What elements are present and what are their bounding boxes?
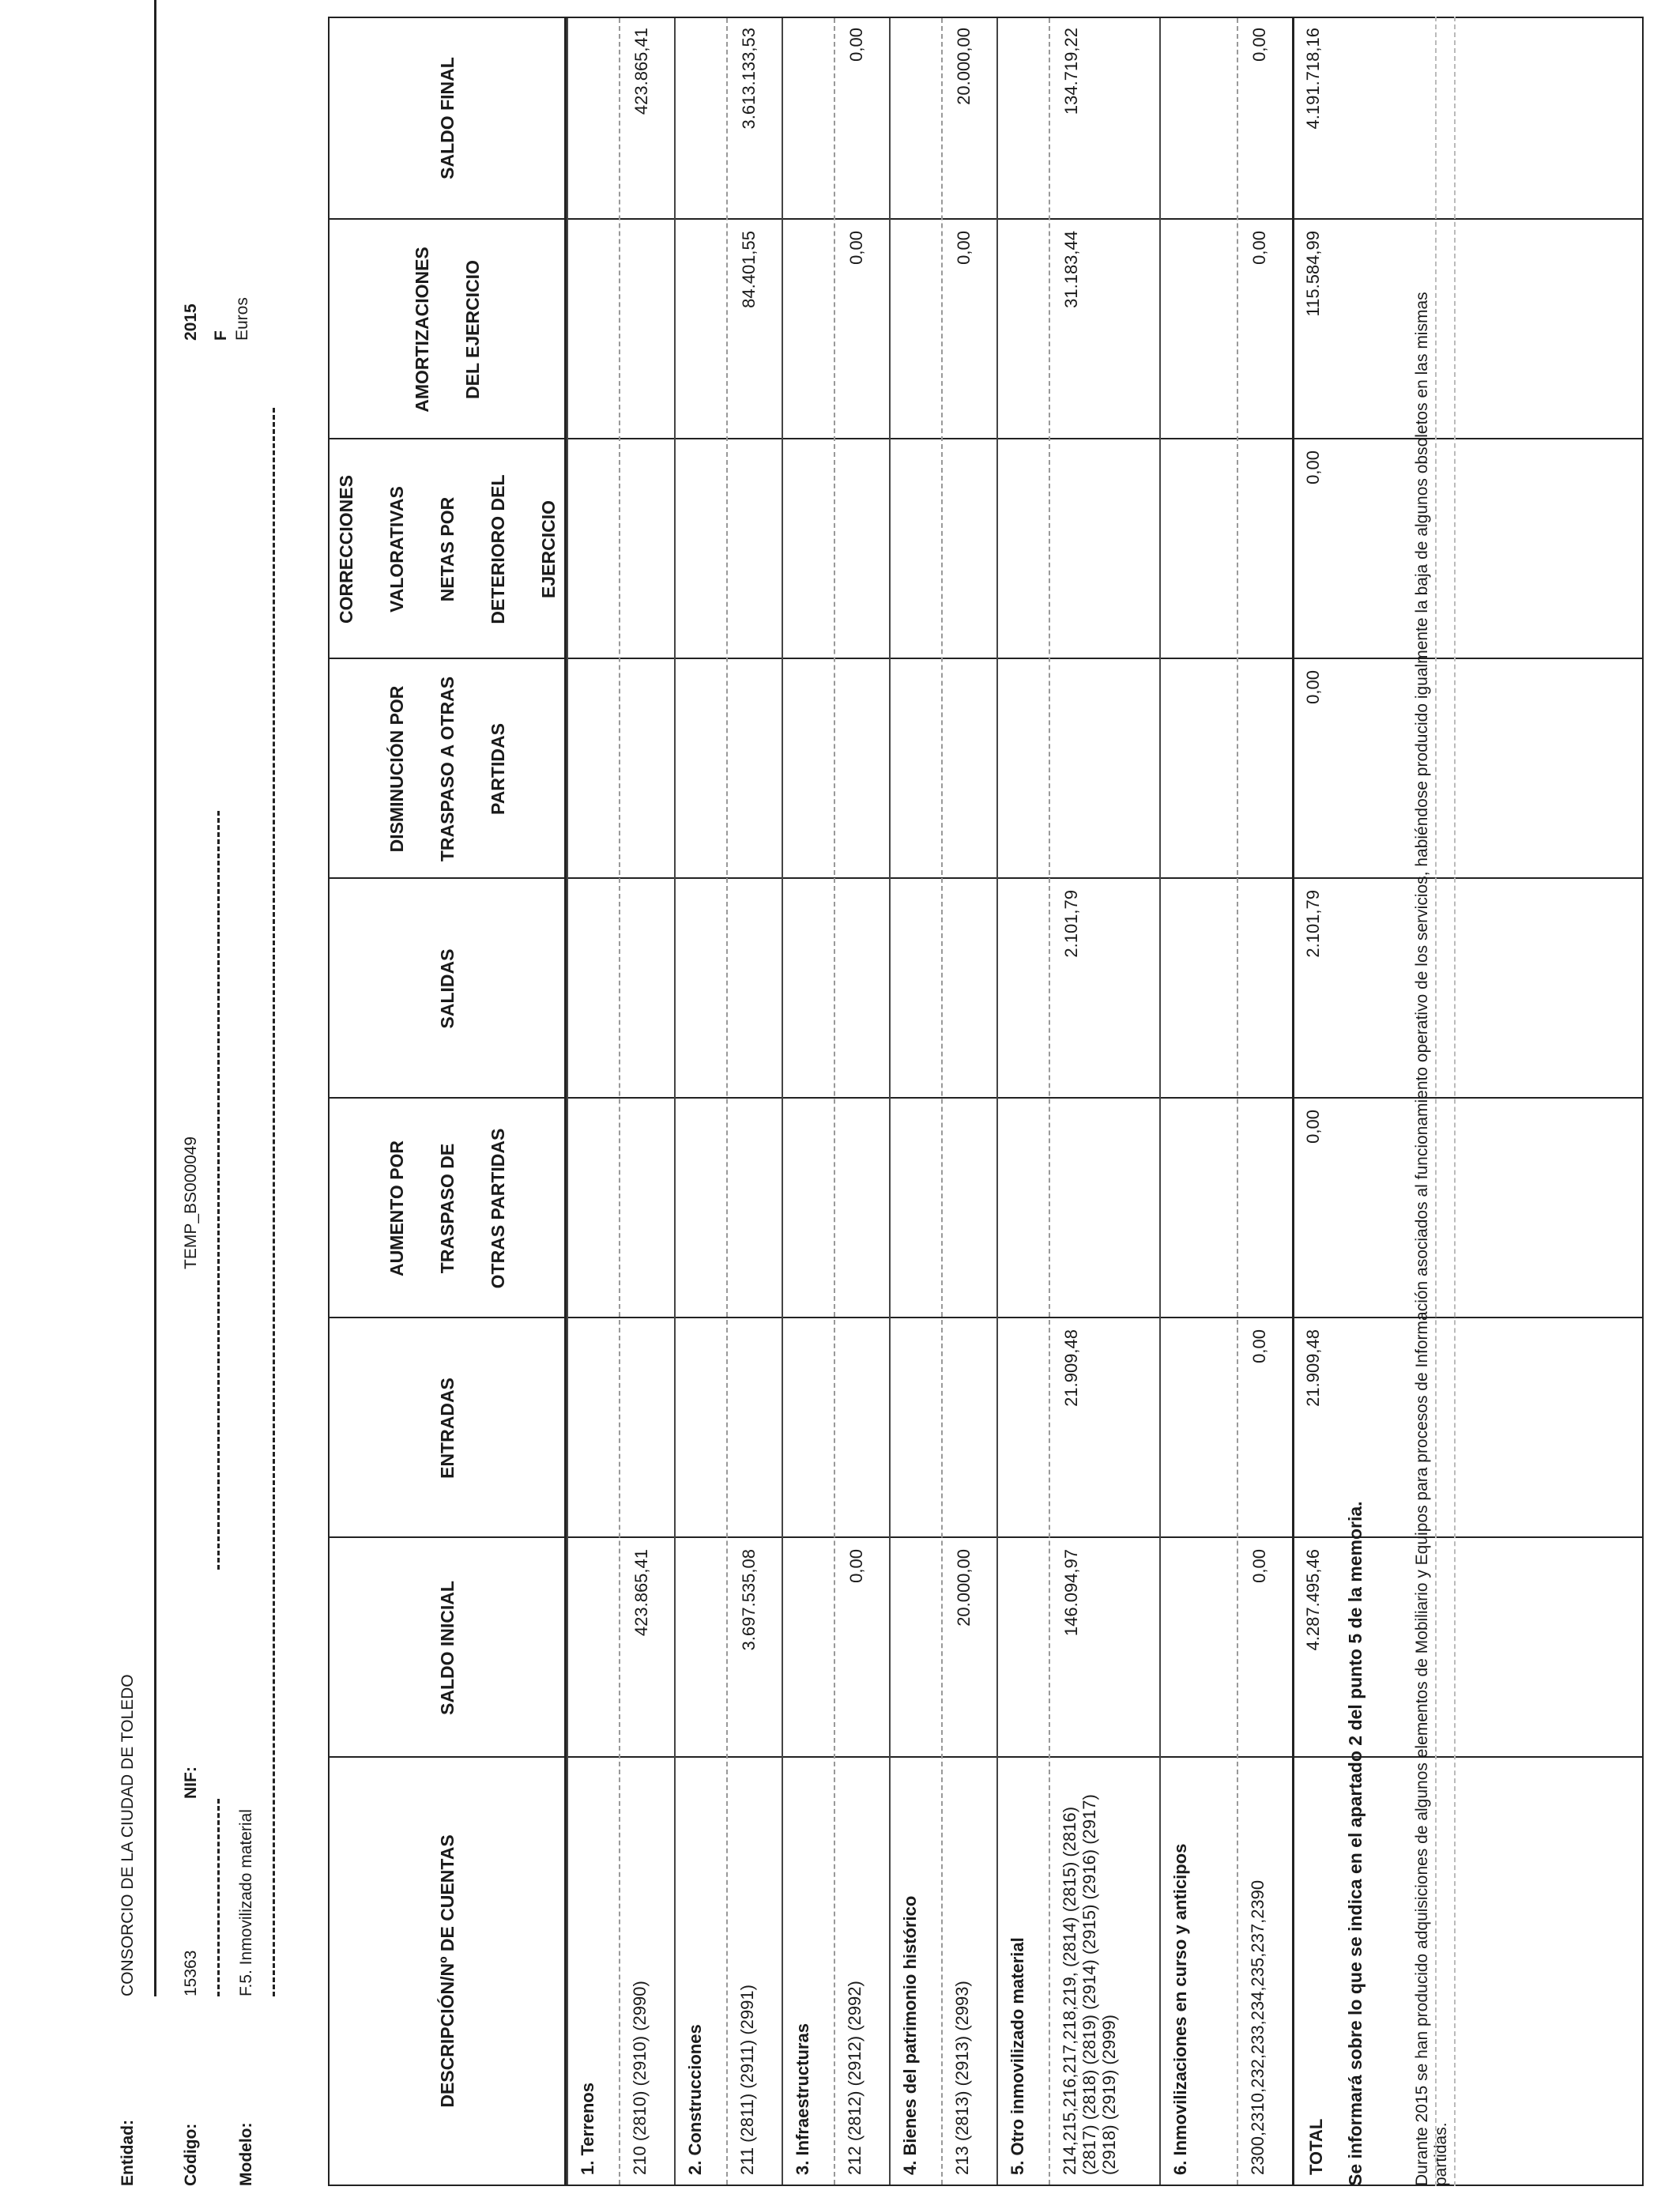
value-cell: 21.909,48	[1061, 1329, 1081, 1407]
value-cell: 3.697.535,08	[739, 1549, 759, 1651]
codigo-value: 15363	[182, 1950, 200, 1996]
section-title-row	[782, 18, 835, 2185]
value-cell: 0,00	[1249, 28, 1269, 62]
value-cell: 423.865,41	[631, 1549, 651, 1637]
table-row	[834, 18, 891, 2185]
table-row	[941, 18, 998, 2185]
nif-value: TEMP_BS000049	[182, 1136, 200, 1269]
account-codes: 210 (2810) (2910) (2990)	[630, 1981, 650, 2175]
value-cell: 0,00	[1249, 1549, 1269, 1583]
modelo-rule	[273, 408, 275, 1996]
section-title-row	[567, 18, 620, 2185]
value-cell: 423.865,41	[631, 28, 651, 115]
total-label: TOTAL	[1306, 2118, 1326, 2175]
value-cell: 0,00	[1249, 1329, 1269, 1363]
header-correcciones: CORRECCIONES VALORATIVAS NETAS POR DETERIORO DEL EJERCICIO	[330, 439, 567, 659]
section-title: 5. Otro inmovilizado material	[1008, 1937, 1027, 2175]
header-disminucion-traspaso: DISMINUCIÓN POR TRASPASO A OTRAS PARTIDAS	[330, 659, 567, 879]
account-codes: 212 (2812) (2912) (2992)	[845, 1981, 864, 2175]
total-value-cell: 21.909,48	[1303, 1329, 1323, 1407]
entidad-label: Entidad:	[119, 2120, 137, 2186]
total-value-cell: 0,00	[1303, 670, 1323, 704]
value-cell: 20.000,00	[954, 28, 974, 105]
section-title: 1. Terrenos	[578, 2083, 597, 2175]
section-title-row	[996, 18, 1050, 2185]
section-title-row	[1159, 18, 1238, 2185]
total-row	[1292, 18, 1347, 2185]
currency-value: Euros	[233, 297, 251, 341]
section-title: 4. Bienes del patrimonio histórico	[900, 1895, 920, 2175]
nif-label: NIF:	[182, 1766, 200, 1799]
modelo-value: F.5. Inmovilizado material	[237, 1809, 255, 1996]
value-cell: 0,00	[846, 231, 866, 265]
entidad-rule	[154, 0, 156, 1996]
codigo-rule	[217, 1799, 220, 1996]
nif-rule	[217, 811, 220, 1570]
modelo-label: Modelo:	[237, 2122, 255, 2186]
footnote-heading: Se informará sobre lo que se indica en el apartado 2 del punto 5 de la memoria.	[1345, 1501, 1365, 2186]
total-value-cell: 4.191.718,16	[1303, 28, 1323, 130]
total-value-cell: 115.584,99	[1303, 231, 1323, 317]
footnote-rule	[1454, 17, 1456, 2186]
header-saldo-final: SALDO FINAL	[330, 17, 567, 220]
table-row	[619, 18, 676, 2185]
section-title: 2. Construcciones	[685, 2024, 705, 2175]
year-value: 2015	[182, 303, 200, 341]
value-cell: 2.101,79	[1061, 890, 1081, 958]
account-codes: 214,215,216,217,218,219, (2814) (2815) (2816) (2817) (2818) (2819) (2914) (2915) (2916) (2917) (2918) (2919) (2999)	[1060, 1794, 1119, 2175]
value-cell: 0,00	[846, 1549, 866, 1583]
section-title: 6. Inmovilizaciones en curso y anticipos	[1170, 1843, 1190, 2175]
account-codes: 2300,2310,232,233,234,235,237,2390	[1248, 1879, 1268, 2175]
total-value-cell: 0,00	[1303, 1110, 1323, 1144]
value-cell: 3.613.133,53	[739, 28, 759, 130]
value-cell: 0,00	[846, 28, 866, 62]
header-salidas: SALIDAS	[330, 879, 567, 1099]
value-cell: 134.719,22	[1061, 28, 1081, 115]
header-amortizaciones: AMORTIZACIONES DEL EJERCICIO	[330, 220, 567, 439]
account-codes: 213 (2813) (2913) (2993)	[952, 1981, 972, 2175]
total-value-cell: 2.101,79	[1303, 890, 1323, 958]
table-row	[1049, 18, 1161, 2185]
value-cell: 0,00	[1249, 231, 1269, 265]
footnote-text: Durante 2015 se han producido adquisiciones de algunos elementos de Mobiliario y Equipos para procesos de Información asociados al funcionamiento operativo de los servicios, habiéndose producido igualmente la baja de algunos obsoletos en las mismas partidas.	[1413, 292, 1450, 2186]
table-row	[726, 18, 783, 2185]
table-row	[1237, 18, 1294, 2185]
codigo-label: Código:	[182, 2123, 200, 2186]
total-value-cell: 4.287.495,46	[1303, 1549, 1323, 1651]
value-cell: 20.000,00	[954, 1549, 974, 1627]
footnote-rule	[1435, 17, 1437, 2186]
section-title-row	[674, 18, 728, 2185]
header-entradas: ENTRADAS	[330, 1318, 567, 1538]
header-descripcion: DESCRIPCIÓN/Nº DE CUENTAS	[330, 1758, 567, 2185]
type-value: F	[212, 330, 230, 341]
value-cell: 146.094,97	[1061, 1549, 1081, 1637]
section-title: 3. Infraestructuras	[793, 2023, 812, 2175]
value-cell: 0,00	[954, 231, 974, 265]
account-codes: 211 (2811) (2911) (2991)	[737, 1985, 757, 2175]
value-cell: 84.401,55	[739, 231, 759, 308]
total-value-cell: 0,00	[1303, 450, 1323, 484]
header-saldo-inicial: SALDO INICIAL	[330, 1538, 567, 1758]
entidad-value: CONSORCIO DE LA CIUDAD DE TOLEDO	[119, 1674, 137, 1996]
value-cell: 31.183,44	[1061, 231, 1081, 308]
header-aumento-traspaso: AUMENTO POR TRASPASO DE OTRAS PARTIDAS	[330, 1099, 567, 1318]
section-title-row	[889, 18, 943, 2185]
